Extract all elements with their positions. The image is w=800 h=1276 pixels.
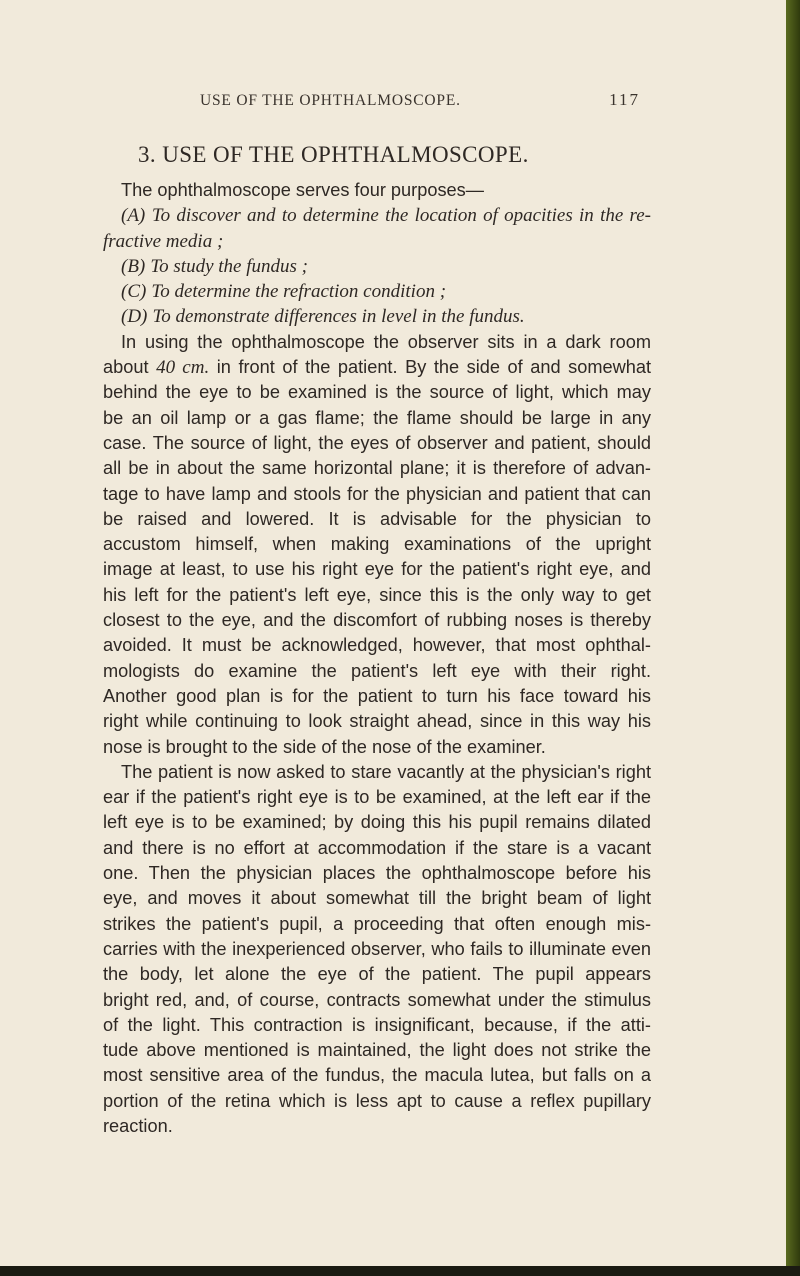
paragraph-line: avoided. It must be acknowledged, however, that most ophthal- [103, 635, 651, 656]
paragraph-line: eye, and moves it about somewhat till the bright beam of light [103, 888, 651, 909]
paragraph-line: bright red, and, of course, contracts somewhat under the stimulus [103, 989, 651, 1010]
page-number: 117 [609, 90, 640, 109]
paragraph-line: his left for the patient's left eye, since this is the only way to get [103, 584, 651, 605]
paragraph-line: the body, let alone the eye of the patient. The pupil appears [103, 964, 651, 985]
text-run: about [103, 357, 149, 378]
purpose-c [103, 279, 651, 304]
page-bottom-edge [0, 1266, 800, 1276]
paragraph-line: and there is no effort at accommodation if the stare is a vacant [103, 837, 651, 858]
paragraph-line: closest to the eye, and the discomfort of rubbing noses is thereby [103, 610, 651, 631]
intro-line: The ophthalmoscope serves four purposes— [121, 180, 484, 200]
paragraph-line: be an oil lamp or a gas flame; the flame should be large in any [103, 407, 651, 428]
text-run: in front of the patient. By the side of and somewhat [216, 357, 652, 378]
paragraph-line: most sensitive area of the fundus, the macula lutea, but falls on a [103, 1065, 651, 1086]
paragraph-line: Another good plan is for the patient to turn his face toward his [103, 685, 651, 706]
paragraph-line: portion of the retina which is less apt to cause a reflex pupillary [103, 1090, 651, 1111]
purpose-letter: (D) [121, 306, 148, 328]
paragraph-line: right while continuing to look straight ahead, since in this way his [103, 711, 651, 732]
paragraph-line: reaction. [103, 1115, 173, 1136]
paragraph-line: tage to have lamp and stools for the physician and patient that can [103, 483, 651, 504]
purpose-letter: (B) [121, 255, 146, 277]
paragraph-line: tude above mentioned is maintained, the light does not strike the [103, 1040, 651, 1061]
purpose-text: To discover and to determine the location of opacities in the re- [151, 205, 651, 227]
purpose-d [103, 304, 651, 329]
paragraph-line: left eye is to be examined; by doing this his pupil remains dilated [103, 812, 651, 833]
paragraph-line [103, 355, 651, 380]
paragraph-line: carries with the inexperienced observer, who fails to illuminate even [103, 938, 651, 959]
purpose-letter: (A) [121, 205, 146, 227]
purpose-text: fractive media ; [103, 230, 224, 252]
purpose-text: To determine the refraction condition ; [151, 281, 447, 303]
paragraph-line: of the light. This contraction is insignificant, because, if the atti- [103, 1014, 651, 1035]
paragraph-line: case. The source of light, the eyes of observer and patient, should [103, 432, 651, 453]
paragraph-line: mologists do examine the patient's left eye with their right. [103, 660, 651, 681]
paragraph-line: ear if the patient's right eye is to be examined, at the left ear if the [103, 787, 651, 808]
purpose-letter: (C) [121, 281, 147, 303]
measurement: 40 cm. [156, 357, 210, 379]
paragraph-line: be raised and lowered. It is advisable for the physician to [103, 508, 651, 529]
paragraph-line: accustom himself, when making examinations of the upright [103, 534, 651, 555]
paragraph-line: image at least, to use his right eye for the patient's right eye, and [103, 559, 651, 580]
paragraph-line: In using the ophthalmoscope the observer sits in a dark room [121, 331, 651, 352]
body-text [103, 178, 651, 1139]
paragraph-line: The patient is now asked to stare vacantly at the physician's right [121, 761, 651, 782]
section-title: 3. USE OF THE OPHTHALMOSCOPE. [138, 142, 529, 167]
purpose-a-continued [103, 229, 651, 254]
purpose-b [103, 254, 651, 279]
paragraph-line: strikes the patient's pupil, a proceeding that often enough mis- [103, 913, 651, 934]
paragraph-line: one. Then the physician places the ophthalmoscope before his [103, 863, 651, 884]
book-spine-edge [786, 0, 800, 1276]
paragraph-line: nose is brought to the side of the nose of the examiner. [103, 736, 546, 757]
purpose-text: To demonstrate differences in level in the fundus. [152, 306, 525, 328]
running-title: USE OF THE OPHTHALMOSCOPE. [200, 92, 461, 109]
purpose-a [103, 203, 651, 228]
paragraph-line: all be in about the same horizontal plane; it is therefore of advan- [103, 458, 651, 479]
paragraph-line: behind the eye to be examined is the source of light, which may [103, 382, 651, 403]
purpose-text: To study the fundus ; [150, 255, 308, 277]
